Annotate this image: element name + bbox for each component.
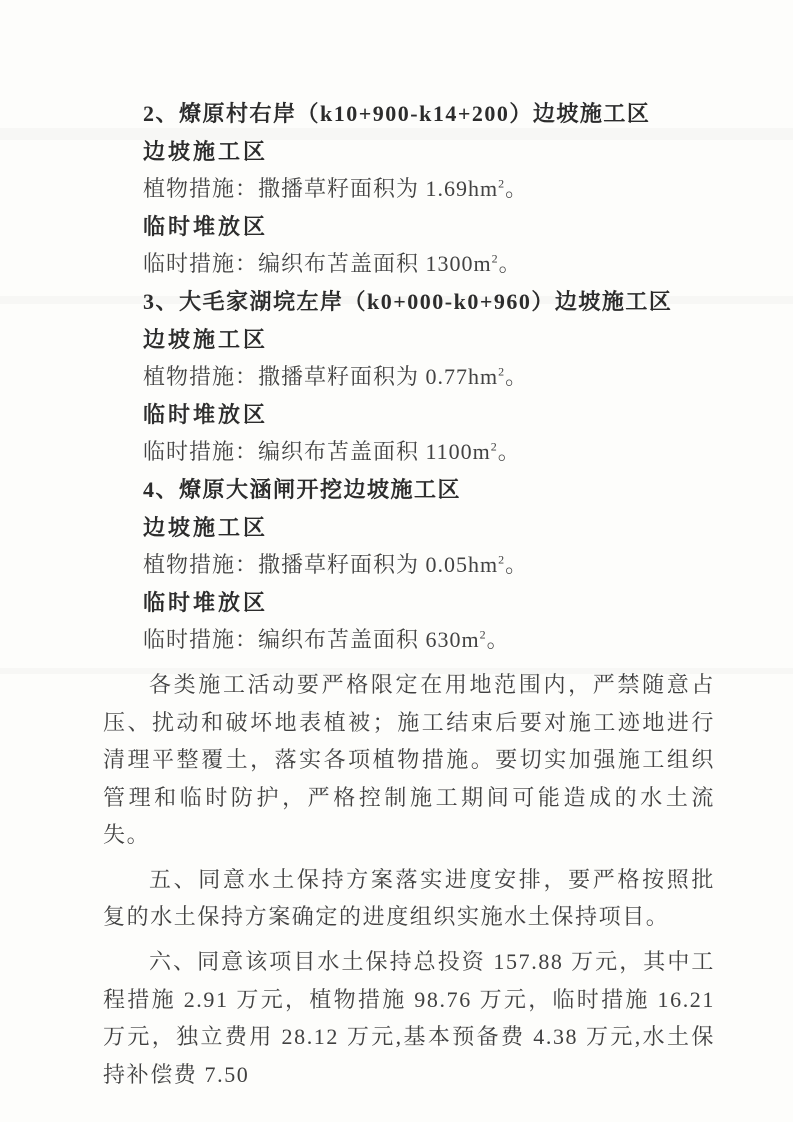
measure-period: 。 (498, 251, 522, 277)
zone-subheading: 边坡施工区 (143, 138, 269, 164)
measure-line (103, 245, 715, 283)
section-heading: 4、燎原大涵闸开挖边坡施工区 (143, 476, 462, 502)
measure-period: 。 (497, 439, 521, 465)
superscript-exponent: 2 (498, 176, 506, 191)
paragraph: 各类施工活动要严格限定在用地范围内，严禁随意占压、扰动和破坏地表植被；施工结束后要对施工迹地进行清理平整覆土，落实各项植物措施。要切实加强施工组织管理和临时防护，严格控制施工期间可能造成的水土流失。 (103, 671, 715, 848)
superscript-exponent: 2 (490, 440, 498, 455)
measure-text: 植物措施：撒播草籽面积为 0.77hm (143, 364, 499, 390)
section-heading: 3、大毛家湖垸左岸（k0+000-k0+960）边坡施工区 (143, 288, 673, 314)
superscript-exponent: 2 (491, 252, 499, 267)
superscript-exponent: 2 (498, 552, 506, 567)
measure-line (103, 433, 715, 471)
measure-text: 临时措施：编织布苫盖面积 1300m (143, 251, 492, 277)
section-heading: 2、燎原村右岸（k10+900-k14+200）边坡施工区 (143, 101, 651, 126)
zone-subheading: 临时堆放区 (143, 213, 269, 239)
measure-text: 临时措施：编织布苫盖面积 1100m (143, 439, 491, 465)
zone-subheading: 边坡施工区 (143, 326, 269, 352)
measure-line (103, 170, 715, 208)
zone-subheading: 临时堆放区 (143, 401, 269, 427)
zone-subheading: 边坡施工区 (143, 514, 269, 540)
measure-line (103, 358, 715, 396)
measure-line (103, 546, 715, 584)
superscript-exponent: 2 (479, 627, 487, 642)
measure-text: 临时措施：编织布苫盖面积 630m (143, 627, 480, 653)
measure-period: 。 (486, 627, 510, 653)
paragraph: 六、同意该项目水土保持总投资 157.88 万元，其中工程措施 2.91 万元，植物措施 98.76 万元，临时措施 16.21 万元，独立费用 28.12 万元,基本预备费 4.38 万元,水土保持补偿费 7.50 (103, 949, 715, 1087)
measure-text: 植物措施：撒播草籽面积为 1.69hm (143, 176, 499, 202)
measure-period: 。 (505, 364, 529, 390)
measure-text: 植物措施：撒播草籽面积为 0.05hm (143, 552, 499, 578)
measure-line (103, 621, 715, 659)
measure-period: 。 (505, 176, 529, 202)
zone-subheading: 临时堆放区 (143, 589, 269, 615)
paragraph: 五、同意水土保持方案落实进度安排，要严格按照批复的水土保持方案确定的进度组织实施水土保持项目。 (103, 866, 715, 930)
measure-period: 。 (505, 552, 529, 578)
document-body (103, 95, 715, 1093)
superscript-exponent: 2 (498, 364, 506, 379)
